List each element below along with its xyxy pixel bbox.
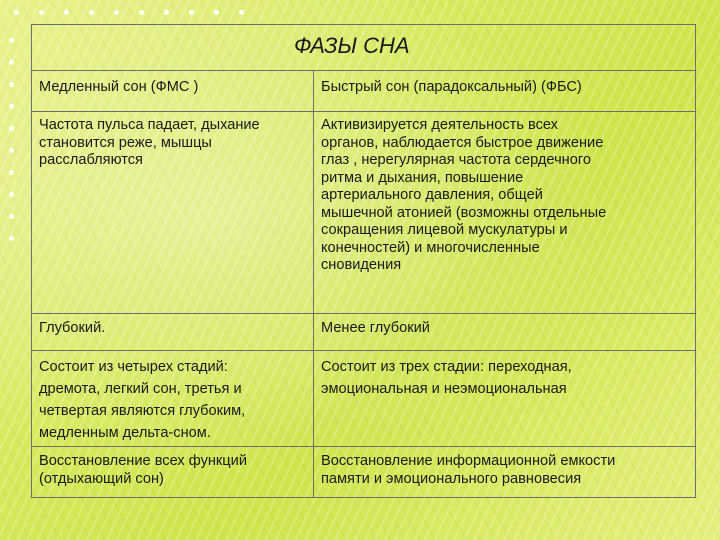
dot <box>39 10 44 15</box>
dot <box>9 82 14 87</box>
dot <box>9 38 14 43</box>
dot <box>9 60 14 65</box>
decorative-dots-left <box>9 38 14 241</box>
cell-slow: Частота пульса падает, дыхание становится реже, мышцы расслабляются <box>32 112 314 314</box>
cell-slow: Восстановление всех функций (отдыхающий сон) <box>32 447 314 498</box>
cell-fast: Активизируется деятельность всех органов, наблюдается быстрое движение глаз , нерегулярная частота сердечного ритма и дыхания, повышение артериального давления, общей мышечной атонией (возможны отдельные сокращения лицевой мускулатуры и конечностей) и многочисленные сновидения <box>314 112 696 314</box>
dot <box>189 10 194 15</box>
cell-slow: Состоит из четырех стадий: дремота, легкий сон, третья и четвертая являются глубоким, медленным дельта-сном. <box>32 351 314 447</box>
dot <box>89 10 94 15</box>
cell-slow: Глубокий. <box>32 314 314 351</box>
dot <box>9 148 14 153</box>
dot <box>9 236 14 241</box>
table-row <box>32 112 696 314</box>
sleep-phases-table <box>31 24 696 498</box>
header-fast-sleep: Быстрый сон (парадоксальный) (ФБС) <box>314 71 696 112</box>
dot <box>9 104 14 109</box>
cell-fast: Состоит из трех стадии: переходная, эмоциональная и неэмоциональная <box>314 351 696 447</box>
dot <box>9 192 14 197</box>
decorative-dots-top <box>14 10 244 15</box>
cell-fast: Восстановление информационной емкости памяти и эмоционального равновесия <box>314 447 696 498</box>
page-title: ФАЗЫ СНА <box>32 25 696 71</box>
dot <box>239 10 244 15</box>
header-slow-sleep: Медленный сон (ФМС ) <box>32 71 314 112</box>
table-title-row <box>32 25 696 71</box>
table-row <box>32 351 696 447</box>
dot <box>114 10 119 15</box>
dot <box>14 10 19 15</box>
dot <box>214 10 219 15</box>
cell-fast: Менее глубокий <box>314 314 696 351</box>
dot <box>164 10 169 15</box>
dot <box>9 214 14 219</box>
table-row <box>32 314 696 351</box>
dot <box>139 10 144 15</box>
dot <box>9 126 14 131</box>
dot <box>64 10 69 15</box>
table-header-row <box>32 71 696 112</box>
dot <box>9 170 14 175</box>
table-row <box>32 447 696 498</box>
